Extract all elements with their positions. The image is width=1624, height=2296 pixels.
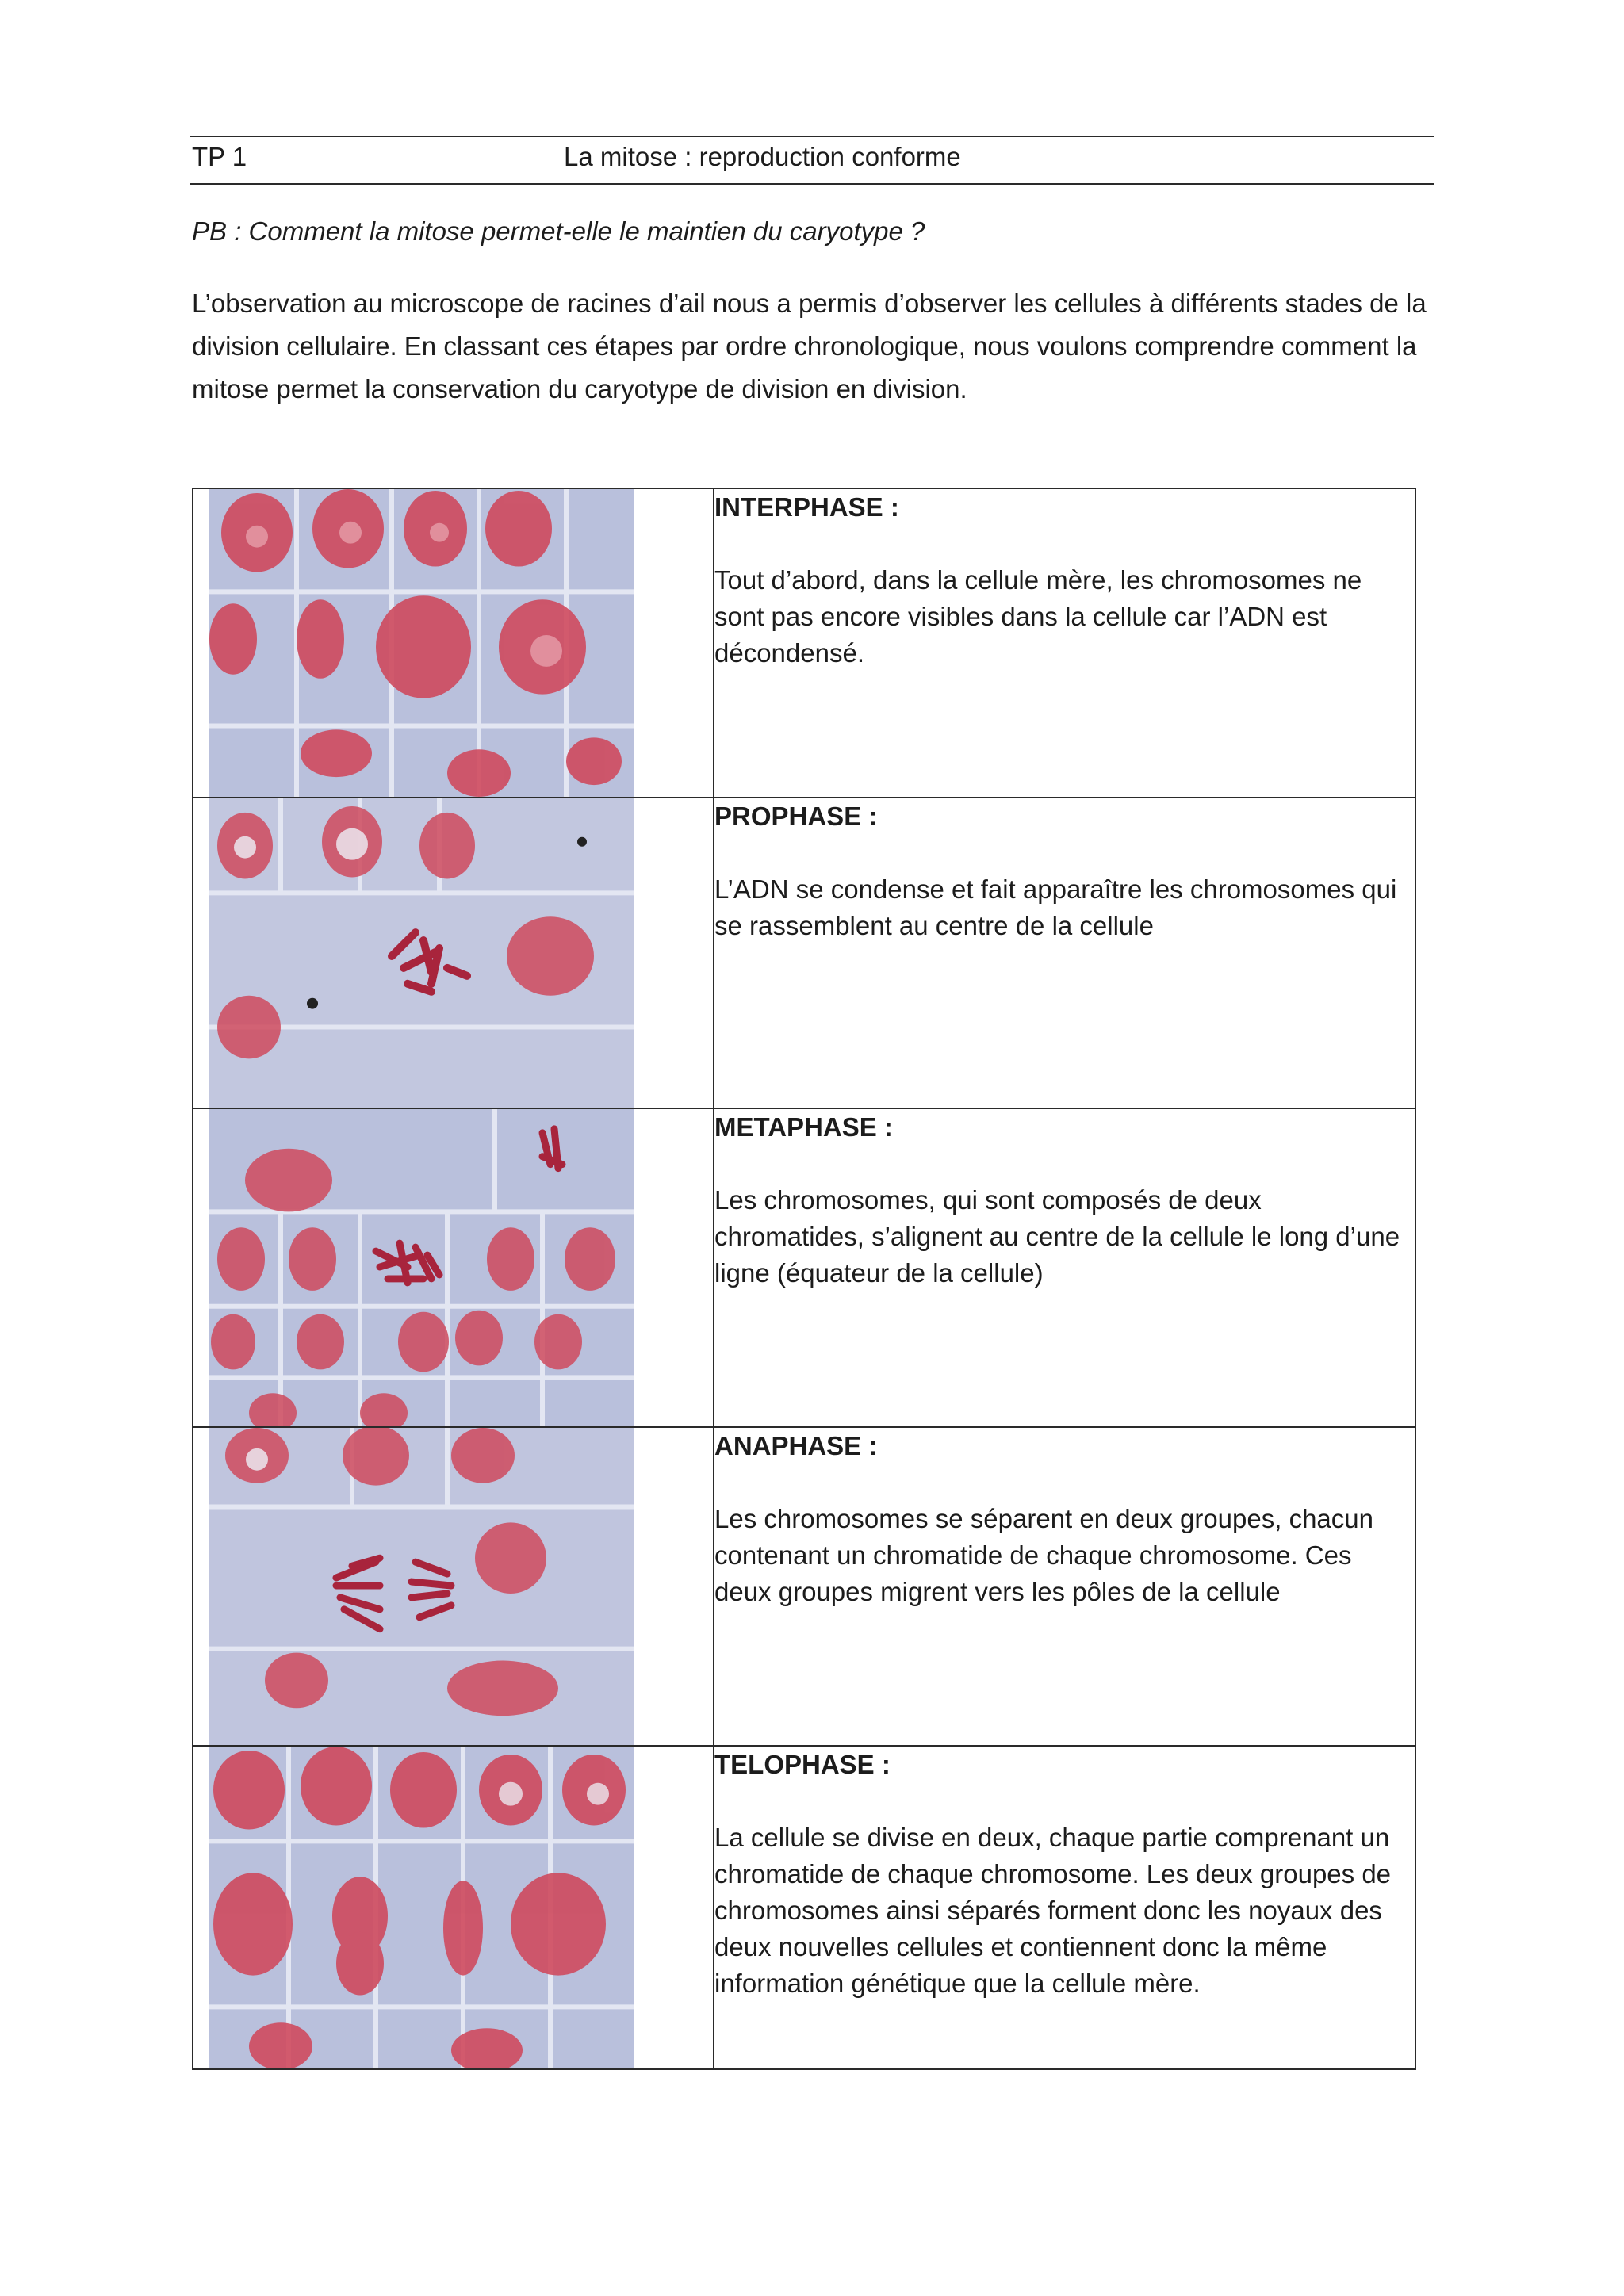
image-cell (193, 488, 714, 798)
image-cell (193, 798, 714, 1108)
table-row (193, 798, 1415, 1108)
text-cell (714, 1427, 1415, 1746)
header-top-rule (190, 136, 1434, 137)
metaphase-micrograph-icon (209, 1109, 634, 1426)
text-cell (714, 798, 1415, 1108)
anaphase-micrograph-icon (209, 1428, 634, 1745)
text-cell (714, 1746, 1415, 2069)
image-cell (193, 1746, 714, 2069)
phase-title: TELOPHASE : (714, 1750, 891, 1779)
table-row (193, 1746, 1415, 2069)
header-bottom-rule (190, 183, 1434, 185)
phase-title: ANAPHASE : (714, 1431, 878, 1460)
page-title: La mitose : reproduction conforme (564, 142, 961, 171)
text-cell (714, 1108, 1415, 1427)
phases-table (192, 488, 1416, 2070)
problem-statement: PB : Comment la mitose permet-elle le maintien du caryotype ? (192, 216, 925, 246)
table-row (193, 1108, 1415, 1427)
text-cell (714, 488, 1415, 798)
header-label: TP 1 (192, 142, 247, 171)
telophase-micrograph-icon (209, 1747, 634, 2068)
phase-title: INTERPHASE : (714, 492, 899, 522)
phase-description: Les chromosomes se séparent en deux groupes, chacun contenant un chromatide de chaque chromosome. Ces deux groupes migrent vers les pôles de la cellule (714, 1504, 1373, 1606)
phase-description: Les chromosomes, qui sont composés de deux chromatides, s’alignent au centre de la cellule le long d’une ligne (équateur de la cellule) (714, 1185, 1400, 1288)
phase-title: PROPHASE : (714, 802, 878, 831)
phase-description: L’ADN se condense et fait apparaître les chromosomes qui se rassemblent au centre de la cellule (714, 874, 1397, 940)
intro-paragraph: L’observation au microscope de racines d’ail nous a permis d’observer les cellules à différents stades de la division cellulaire. En classant ces étapes par ordre chronologique, nous voulons comprendre comment la mitose permet la conservation du caryotype de division en division. (192, 289, 1427, 404)
table-row (193, 1427, 1415, 1746)
phase-description: Tout d’abord, dans la cellule mère, les chromosomes ne sont pas encore visibles dans la cellule car l’ADN est décondensé. (714, 565, 1362, 668)
image-cell (193, 1427, 714, 1746)
prophase-micrograph-icon (209, 798, 634, 1108)
image-cell (193, 1108, 714, 1427)
table-row (193, 488, 1415, 798)
interphase-micrograph-icon (209, 489, 634, 797)
phase-title: METAPHASE : (714, 1112, 893, 1142)
phase-description: La cellule se divise en deux, chaque partie comprenant un chromatide de chaque chromosome. Les deux groupes de chromosomes ainsi séparés forment donc les noyaux des deux nouvelles cellules et contiennent donc la même information génétique que la cellule mère. (714, 1823, 1392, 1998)
